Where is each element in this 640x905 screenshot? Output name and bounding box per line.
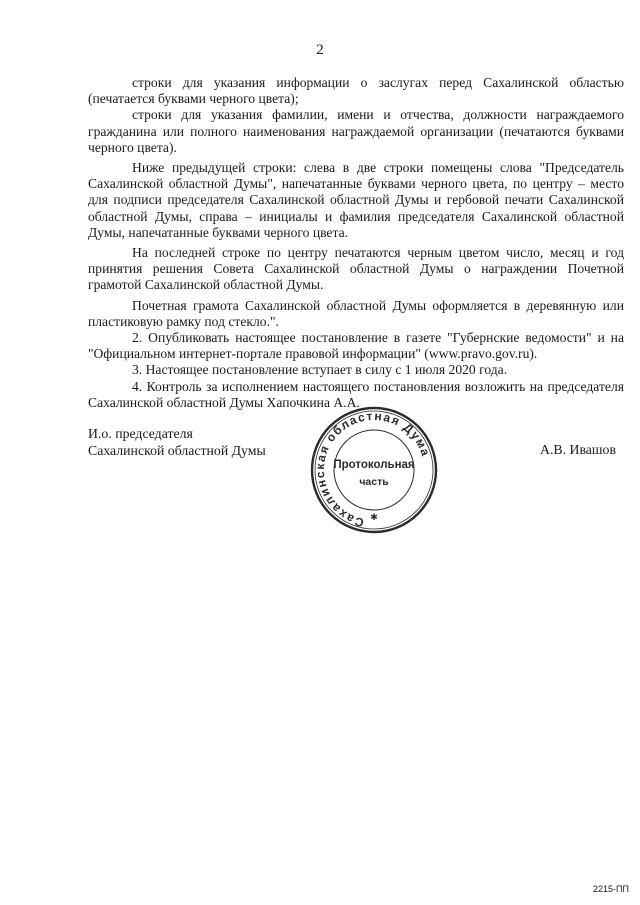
signatory-title-line2: Сахалинской областной Думы	[88, 443, 266, 458]
document-body	[88, 75, 624, 411]
paragraph-name-line: строки для указания фамилии, имени и отчества, должности награждаемого гражданина или полного наименования награждаемой организации (печатаются буквами черного цвета).	[88, 107, 624, 155]
signatory-name: А.В. Ивашов	[540, 442, 616, 457]
document-code: 2215-ПП	[593, 884, 629, 894]
stamp-seal	[300, 403, 448, 537]
stamp-star-icon: ✱	[370, 512, 378, 522]
paragraph-date-line: На последней строке по центру печатаются черным цветом число, месяц и год принятия решения Совета Сахалинской областной Думы о награждении Почетной грамотой Сахалинской областной Думы.	[88, 245, 624, 293]
signatory-title-line1: И.о. председателя	[88, 426, 193, 441]
paragraph-effective-date: 3. Настоящее постановление вступает в силу с 1 июля 2020 года.	[132, 362, 508, 378]
page-number: 2	[316, 42, 324, 58]
paragraph-publish: 2. Опубликовать настоящее постановление в газете "Губернские ведомости" и на "Официальном интернет-портале правовой информации" (www.pravo.gov.ru).	[88, 330, 624, 362]
paragraph-control: 4. Контроль за исполнением настоящего постановления возложить на председателя Сахалинской областной Думы Хапочкина А.А.	[88, 378, 624, 410]
signatory-title	[88, 425, 266, 459]
paragraph-merits-line: строки для указания информации о заслугах перед Сахалинской областью (печатается буквами черного цвета);	[88, 75, 624, 107]
stamp-center-line1: Протокольная	[333, 459, 415, 471]
paragraph-frame: Почетная грамота Сахалинской областной Думы оформляется в деревянную или пластиковую рамку под стекло.".	[88, 297, 624, 329]
paragraph-signature-layout: Ниже предыдущей строки: слева в две строки помещены слова "Председатель Сахалинской областной Думы", напечатанные буквами черного цвета, по центру – место для подписи председателя Сахалинской областной Думы и гербовой печати Сахалинской областной Думы, справа – инициалы и фамилия председателя Сахалинской областной Думы, напечатанные буквами черного цвета.	[88, 160, 624, 240]
stamp-ring-text: Сахалинская областная Дума	[312, 408, 434, 530]
stamp-center-line2: часть	[359, 476, 389, 488]
